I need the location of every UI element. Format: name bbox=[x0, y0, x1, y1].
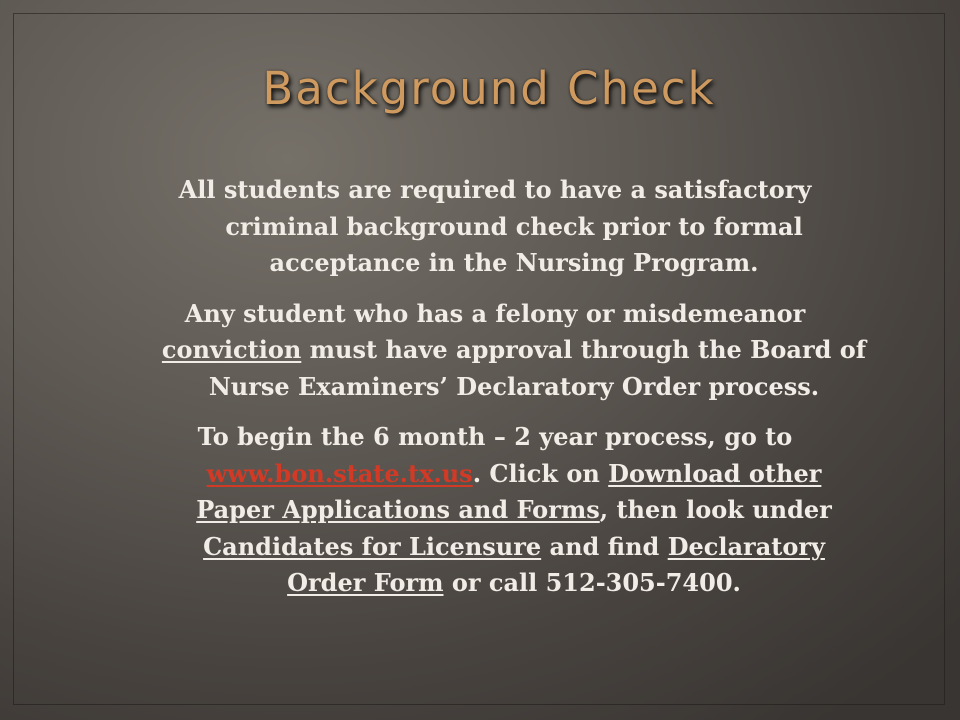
text-fragment: , then look under bbox=[599, 495, 832, 524]
download-forms-label-a: Download other bbox=[608, 458, 822, 488]
conviction-term: conviction bbox=[161, 335, 302, 364]
text-fragment: . Click on bbox=[472, 458, 609, 488]
paragraph-process bbox=[80, 419, 910, 602]
text-line: acceptance in the Nursing Program. bbox=[269, 248, 759, 277]
bon-website-link[interactable]: www.bon.state.tx.us bbox=[206, 458, 473, 488]
text-line bbox=[80, 332, 910, 369]
text-line: Any student who has a felony or misdemeanor bbox=[184, 298, 806, 328]
slide-body bbox=[80, 172, 910, 616]
download-forms-label-b: Paper Applications and Forms bbox=[196, 495, 600, 524]
text-line bbox=[80, 529, 910, 566]
text-line: All students are required to have a satisfactory bbox=[178, 175, 812, 204]
text-line: To begin the 6 month – 2 year process, go to bbox=[197, 422, 793, 451]
phone-text: or call 512-305-7400. bbox=[443, 568, 741, 597]
text-fragment: and find bbox=[541, 531, 668, 561]
text-line: criminal background check prior to formal bbox=[225, 211, 803, 241]
paragraph-requirement bbox=[80, 172, 910, 282]
declaratory-label-a: Declaratory bbox=[667, 531, 825, 561]
candidates-label: Candidates for Licensure bbox=[203, 531, 542, 561]
text-line bbox=[80, 456, 910, 493]
declaratory-label-b: Order Form bbox=[287, 568, 444, 597]
paragraph-felony bbox=[80, 296, 910, 406]
slide-title: Background Check bbox=[262, 62, 716, 115]
text-line bbox=[80, 565, 910, 602]
text-line: Nurse Examiners’ Declaratory Order process. bbox=[208, 371, 820, 401]
text-line bbox=[80, 492, 910, 529]
text-fragment: must have approval through the Board of bbox=[301, 335, 867, 364]
